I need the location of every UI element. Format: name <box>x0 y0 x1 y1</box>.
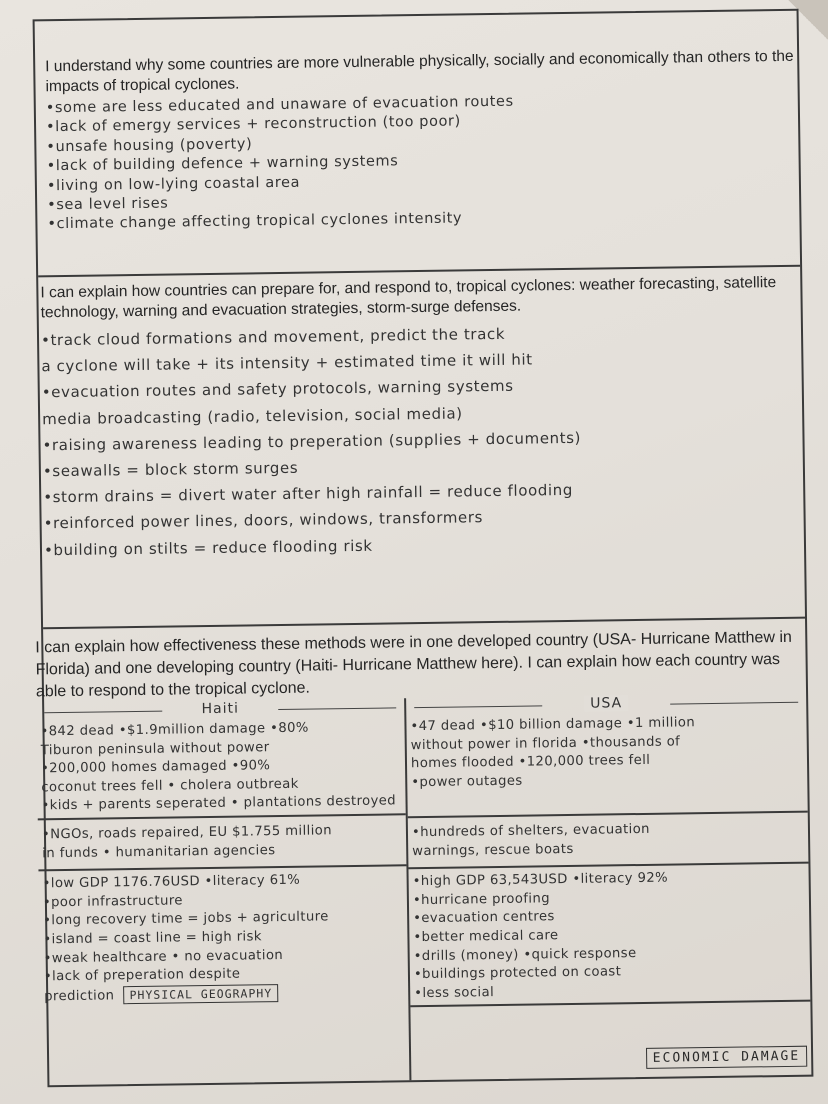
haiti-column <box>36 698 411 1085</box>
note-line: •sea level rises <box>47 195 169 214</box>
haiti-response <box>38 815 407 871</box>
prediction-word: prediction <box>44 988 115 1005</box>
note-line: •kids + parents seperated • plantations destroyed <box>41 793 397 814</box>
comparison-columns <box>36 693 811 1086</box>
note-line: •NGOs, roads repaired, EU $1.755 million <box>41 823 333 843</box>
note-line: •climate change affecting tropical cyclones intensity <box>47 210 463 233</box>
note-line: a cyclone will take + its intensity + estimated time it will hit <box>41 350 533 376</box>
physical-geography-tag: PHYSICAL GEOGRAPHY <box>123 984 278 1004</box>
economic-damage-tag: ECONOMIC DAMAGE <box>646 1046 808 1069</box>
haiti-title: Haiti <box>36 698 404 721</box>
usa-impacts <box>406 711 807 819</box>
usa-response <box>408 813 809 870</box>
usa-title: USA <box>406 693 806 717</box>
section-2-heading: I can explain how countries can prepare for, and respond to, tropical cyclones: weather forecasting, satellite technology, warning and evacuation strategies, storm-surge defenses. <box>40 274 777 322</box>
note-line: •better medical care <box>413 928 559 946</box>
worksheet-frame <box>33 9 814 1088</box>
note-line: •storm drains = divert water after high rainfall = reduce flooding <box>43 481 574 507</box>
note-line: •poor infrastructure <box>42 893 183 911</box>
haiti-factors <box>38 866 408 1008</box>
note-line: •raising awareness leading to preperation (supplies + documents) <box>42 428 582 455</box>
note-line: Tiburon peninsula without power <box>40 739 270 758</box>
haiti-impacts <box>36 716 405 820</box>
note-line: •power outages <box>411 773 523 790</box>
note-line: •high GDP 63,543USD •literacy 92% <box>412 870 669 890</box>
note-line: •weak healthcare • no evacuation <box>43 947 284 966</box>
note-line: •lack of emergy services + reconstruction (too poor) <box>45 113 461 136</box>
note-line: •842 dead •$1.9million damage •80% <box>40 720 309 740</box>
note-line: •200,000 homes damaged •90% <box>40 758 271 777</box>
note-line: •track cloud formations and movement, predict the track <box>40 324 506 350</box>
note-line: •evacuation centres <box>413 909 555 927</box>
note-line: •47 dead •$10 billion damage •1 million <box>410 715 696 735</box>
note-line: warnings, rescue boats <box>412 841 574 859</box>
note-line: •lack of preperation despite <box>43 966 241 985</box>
note-line: •building on stilts = reduce flooding risk <box>43 536 373 559</box>
note-line: •hundreds of shelters, evacuation <box>411 821 650 841</box>
note-line: •lack of building defence + warning systems <box>46 153 399 175</box>
note-line: •living on low-lying coastal area <box>46 174 301 194</box>
note-line: •island = coast line = high risk <box>43 929 262 948</box>
note-line: •seawalls = block storm surges <box>42 458 299 481</box>
note-line: •drills (money) •quick response <box>413 945 637 964</box>
note-line: homes flooded •120,000 trees fell <box>410 753 651 772</box>
note-line: •unsafe housing (poverty) <box>46 136 253 156</box>
section-vulnerability <box>35 11 801 278</box>
section-1-notes <box>36 87 800 235</box>
note-line: •buildings protected on coast <box>413 964 622 983</box>
usa-column <box>406 693 811 1081</box>
note-line: •less social <box>414 984 495 1001</box>
note-line: •long recovery time = jobs + agriculture <box>43 909 329 929</box>
usa-factors <box>408 864 810 1008</box>
note-line: •reinforced power lines, doors, windows, transformers <box>43 508 484 533</box>
note-line: in funds • humanitarian agencies <box>42 842 276 861</box>
note-line: coconut trees fell • cholera outbreak <box>41 776 299 796</box>
note-line <box>44 982 408 1007</box>
section-3-heading: I can explain how effectiveness these methods were in one developed country (USA- Hurricane Matthew in Florida) and one developing country (Haiti- Hurricane Matthew here). I can explain how each country was able to respond to the tropical cyclone. <box>35 628 792 701</box>
note-line: without power in florida •thousands of <box>410 734 681 753</box>
section-preparation <box>38 265 805 630</box>
note-line: •evacuation routes and safety protocols, warning systems <box>41 377 514 402</box>
section-case-studies <box>35 617 811 1086</box>
note-line: •some are less educated and unaware of evacuation routes <box>45 93 514 117</box>
section-1-heading: I understand why some countries are more vulnerable physically, socially and economically than others to the impacts of tropical cyclones. <box>45 47 794 96</box>
note-line: •low GDP 1176.76USD •literacy 61% <box>42 872 301 892</box>
section-2-notes <box>39 313 804 563</box>
note-line: •hurricane proofing <box>412 891 551 908</box>
note-line: media broadcasting (radio, television, social media) <box>42 404 463 428</box>
